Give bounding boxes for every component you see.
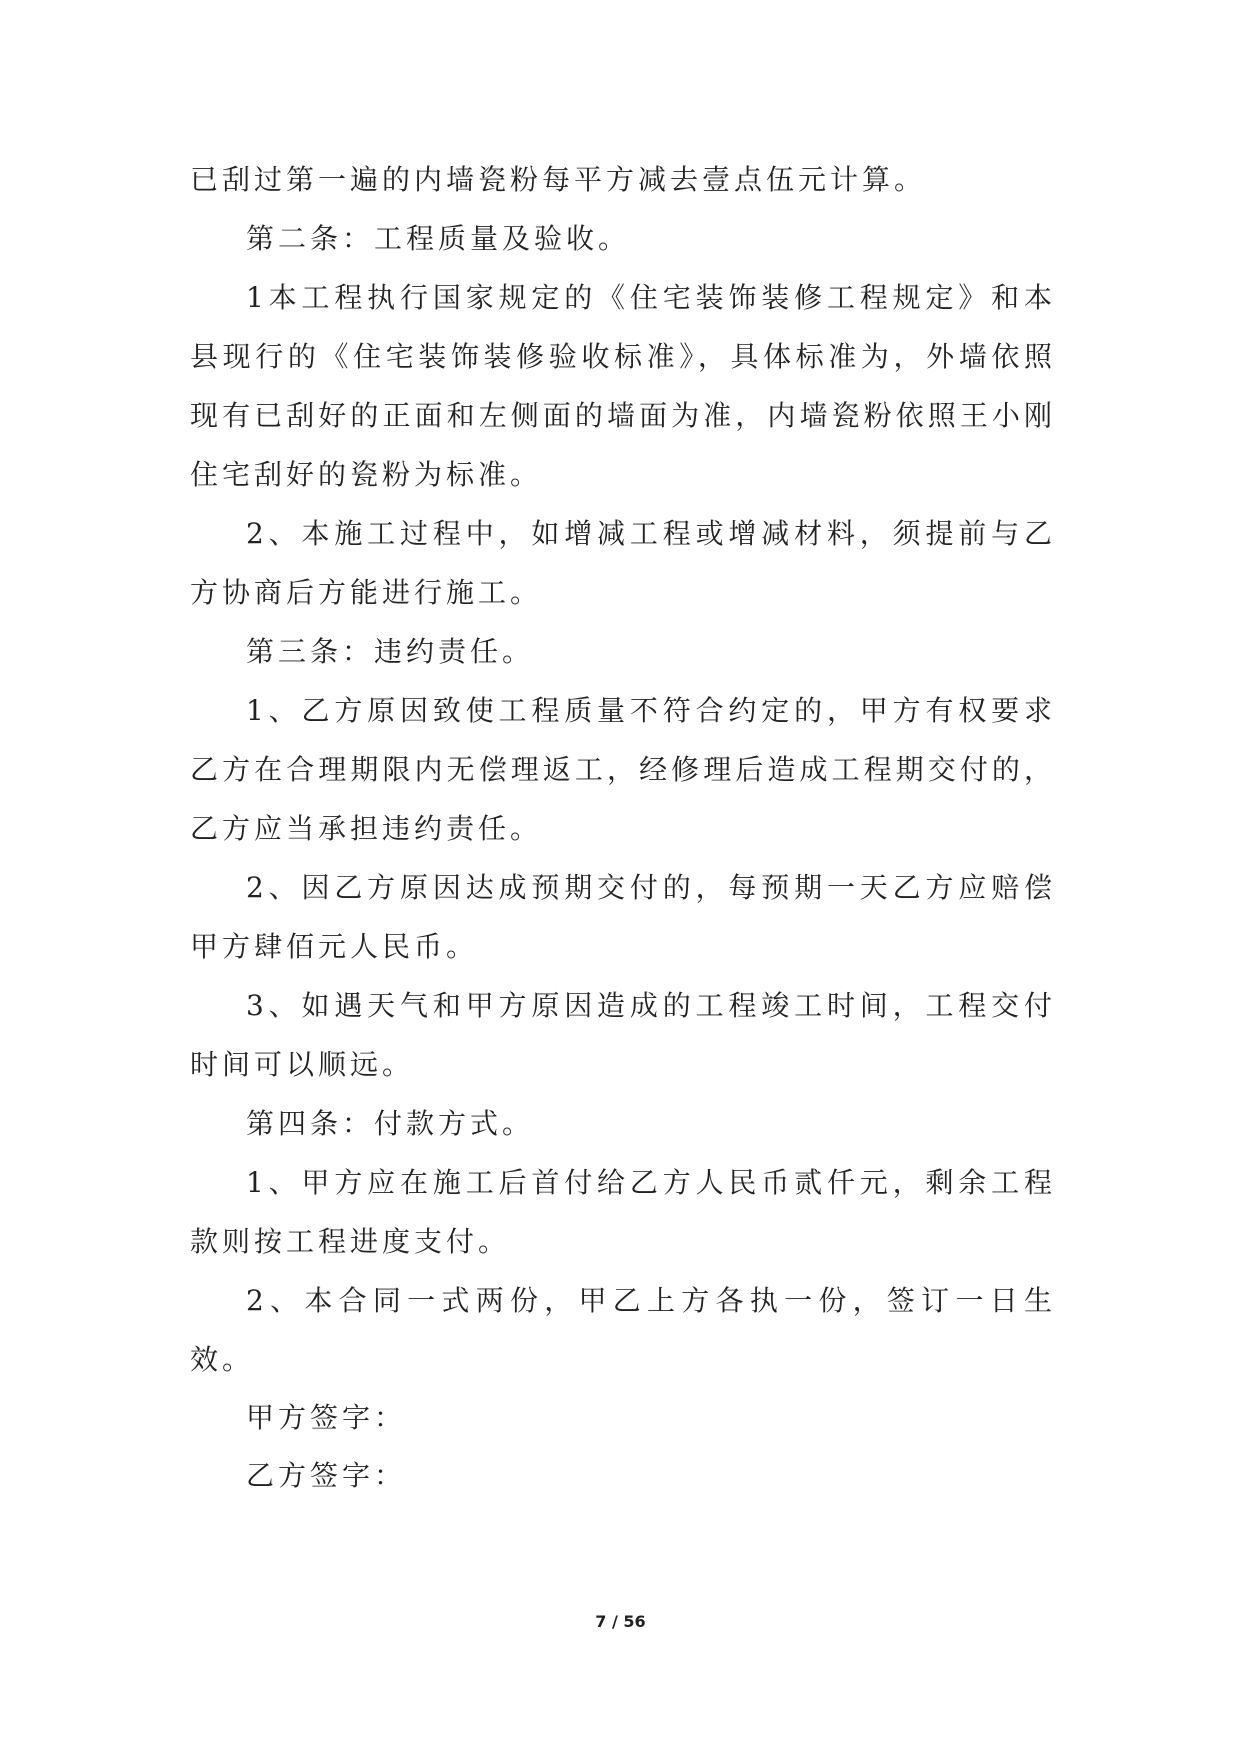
- paragraph-liability-delay: 2、因乙方原因达成预期交付的，每预期一天乙方应赔偿甲方肆佰元人民币。: [190, 871, 1056, 963]
- paragraph-quality-standard: 1本工程执行国家规定的《住宅装饰装修工程规定》和本县现行的《住宅装饰装修验收标准》，具体标准为，外墙依照现有已刮好的正面和左侧面的墙面为准，内墙瓷粉依照王小刚住宅刮好的瓷粉为标准。: [190, 281, 1056, 491]
- section-heading-quality: 第二条：工程质量及验收。: [246, 222, 631, 255]
- paragraph-contract-copies: 2、本合同一式两份，甲乙上方各执一份，签订一日生效。: [190, 1284, 1056, 1376]
- signature-party-a: 甲方签字：: [246, 1401, 407, 1434]
- paragraph-liability-quality: 1、乙方原因致使工程质量不符合约定的，甲方有权要求乙方在合理期限内无偿理返工，经修理后造成工程期交付的，乙方应当承担违约责任。: [190, 694, 1056, 845]
- section-heading-payment: 第四条：付款方式。: [246, 1107, 535, 1140]
- section-heading-liability: 第三条：违约责任。: [246, 635, 535, 668]
- paragraph-payment-terms: 1、甲方应在施工后首付给乙方人民币贰仟元，剩余工程款则按工程进度支付。: [190, 1166, 1056, 1258]
- paragraph-continuation: 已刮过第一遍的内墙瓷粉每平方减去壹点伍元计算。: [190, 163, 927, 196]
- paragraph-liability-weather: 3、如遇天气和甲方原因造成的工程竣工时间，工程交付时间可以顺远。: [190, 989, 1056, 1081]
- signature-party-b: 乙方签字：: [246, 1459, 407, 1492]
- document-body: [190, 150, 1056, 1505]
- paragraph-change-negotiation: 2、本施工过程中，如增减工程或增减材料，须提前与乙方协商后方能进行施工。: [190, 517, 1056, 609]
- page-number: 7 / 56: [595, 1612, 646, 1631]
